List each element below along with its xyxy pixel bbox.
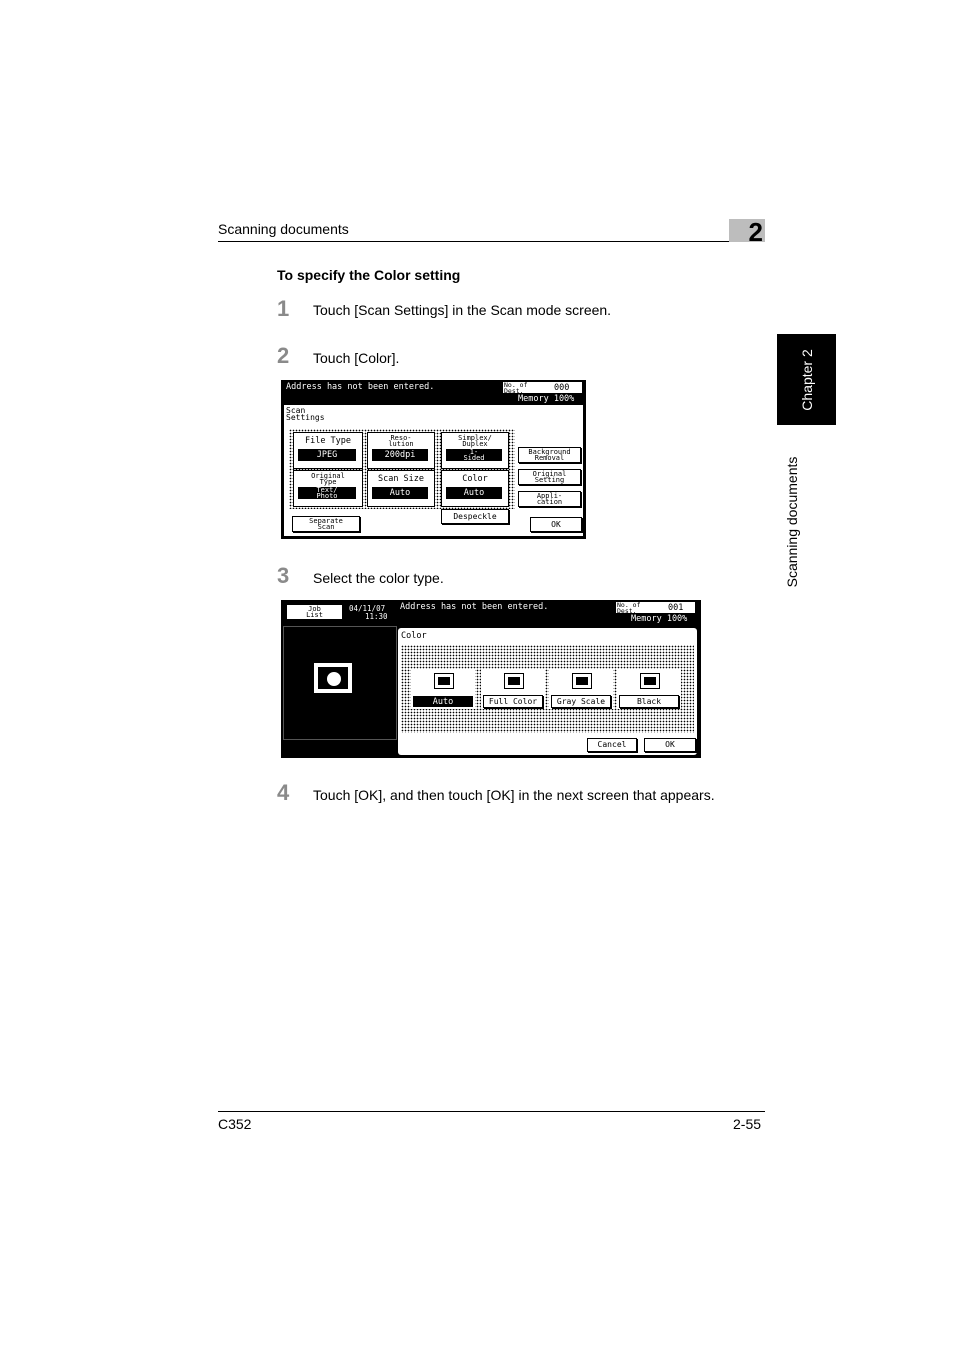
scan-settings-panel	[284, 405, 583, 536]
original-setting-button[interactable]: Original Setting	[518, 469, 581, 485]
step-number: 3	[277, 563, 290, 588]
memory-status: Memory 100%	[518, 394, 575, 404]
scan-size-button[interactable]	[367, 470, 435, 507]
job-list-button[interactable]: Job List	[286, 604, 343, 620]
message-text: Address has not been entered.	[286, 382, 435, 392]
step-text: Touch [OK], and then touch [OK] in the next screen that appears.	[313, 787, 715, 803]
dest-label: No. of Dest.	[504, 381, 528, 395]
footer-rule	[218, 1111, 765, 1112]
simplex-duplex-button[interactable]	[441, 432, 509, 469]
color-option-full-color[interactable]	[481, 669, 545, 709]
dest-box	[616, 602, 695, 613]
simplex-duplex-label: Simplex/ Duplex	[458, 434, 492, 448]
color-label: Color	[462, 474, 488, 484]
full-color-icon	[504, 673, 524, 689]
color-option-auto[interactable]	[411, 669, 475, 709]
section-side-label: Scanning documents	[784, 456, 800, 588]
original-type-label: Original Type	[311, 472, 345, 486]
option-label: Full Color	[483, 695, 543, 708]
auto-icon	[434, 673, 454, 689]
chapter-side-label: Chapter 2	[798, 348, 815, 411]
resolution-button[interactable]	[367, 432, 435, 469]
scan-size-value: Auto	[372, 487, 428, 499]
dest-box	[503, 382, 582, 393]
simplex-duplex-value: 1- Sided	[446, 449, 502, 461]
dest-count: 000	[554, 383, 570, 393]
step-text: Select the color type.	[313, 570, 444, 586]
ok-button[interactable]: OK	[530, 517, 582, 532]
header-rule	[218, 241, 765, 242]
application-button[interactable]: Appli- cation	[518, 491, 581, 507]
step-text: Touch [Scan Settings] in the Scan mode screen.	[313, 302, 612, 318]
resolution-value: 200dpi	[372, 449, 428, 461]
file-type-value: JPEG	[298, 449, 356, 461]
cancel-button[interactable]: Cancel	[587, 738, 637, 752]
option-label: Gray Scale	[551, 695, 611, 708]
preview-image	[314, 663, 352, 693]
dest-label: No. of Dest.	[617, 601, 641, 615]
step-number: 1	[277, 296, 290, 321]
message-text: Address has not been entered.	[400, 602, 549, 612]
color-button[interactable]	[441, 470, 509, 507]
color-value: Auto	[446, 487, 502, 499]
color-option-gray-scale[interactable]	[549, 669, 613, 709]
step-text: Touch [Color].	[313, 350, 400, 366]
memory-status: Memory 100%	[631, 614, 688, 624]
time-text: 11:30	[365, 612, 388, 621]
file-type-button[interactable]	[293, 432, 363, 469]
gray-scale-icon	[572, 673, 592, 689]
preview-area	[283, 626, 397, 740]
despeckle-button[interactable]: Despeckle	[441, 509, 509, 524]
original-type-value: Text/ Photo	[298, 487, 356, 499]
step-number: 4	[277, 780, 290, 805]
ok-button[interactable]: OK	[644, 738, 696, 752]
panel-title: Scan Settings	[286, 406, 325, 422]
chapter-number-badge	[729, 217, 765, 247]
step-number: 2	[277, 343, 290, 368]
section-heading: To specify the Color setting	[277, 267, 461, 283]
resolution-label: Reso- lution	[388, 434, 414, 448]
dest-count: 001	[668, 603, 684, 613]
footer-page-number: 2-55	[733, 1116, 762, 1132]
file-type-label: File Type	[304, 436, 352, 446]
date-text: 04/11/07	[349, 604, 386, 613]
black-icon	[640, 673, 660, 689]
option-label: Black	[619, 695, 679, 708]
separate-scan-button[interactable]: Separate Scan	[292, 516, 360, 532]
color-option-black[interactable]	[617, 669, 681, 709]
footer-model: C352	[218, 1116, 252, 1132]
scan-settings-screenshot	[281, 380, 586, 539]
chapter-number: 2	[748, 217, 763, 247]
color-selection-screenshot	[281, 600, 701, 758]
chapter-side-tab	[777, 334, 836, 425]
scan-size-label: Scan Size	[377, 474, 425, 484]
running-header-title: Scanning documents	[218, 221, 349, 237]
option-label: Auto	[413, 696, 473, 707]
background-removal-button[interactable]: Background Removal	[518, 447, 581, 463]
color-panel	[398, 628, 697, 755]
original-type-button[interactable]	[293, 470, 363, 507]
panel-title: Color	[401, 631, 427, 641]
